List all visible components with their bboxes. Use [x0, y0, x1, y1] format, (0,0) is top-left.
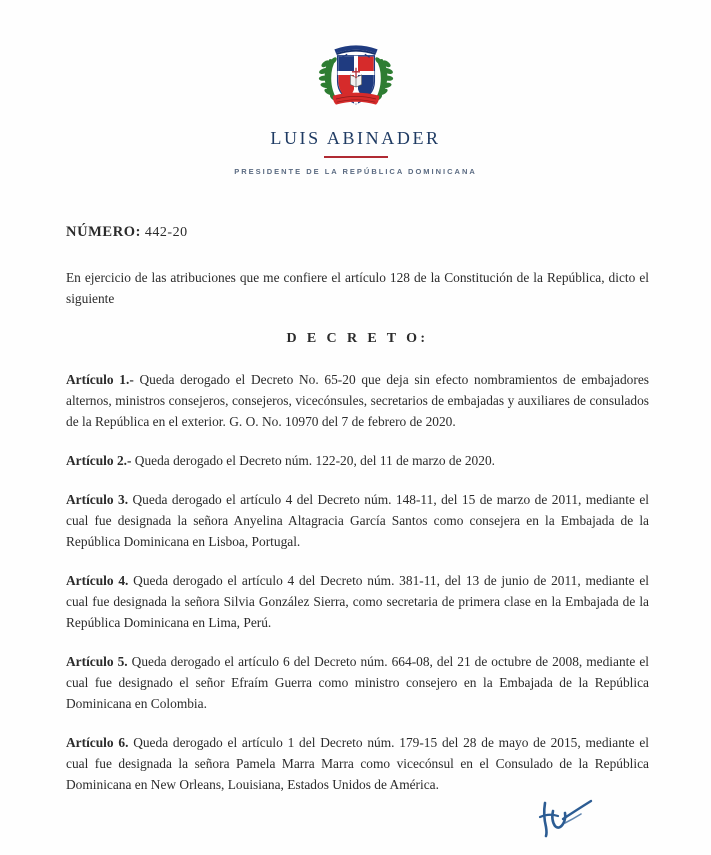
article-label: Artículo 2.- [66, 453, 132, 468]
decree-number-line [66, 224, 649, 241]
article-text: Queda derogado el artículo 1 del Decreto núm. 179-15 del 28 de mayo de 2015, mediante el cual fue designada la señora Pamela Marra Marra como vicecónsul en el Consulado de la República Dominicana en New Orleans, Louisiana, Estados Unidos de América. [66, 735, 649, 792]
dominican-republic-coat-of-arms-icon [312, 38, 400, 112]
article-paragraph [66, 489, 649, 552]
preamble-paragraph: En ejercicio de las atribuciones que me confiere el artículo 128 de la Constitución de la República, dicto el siguiente [66, 270, 649, 306]
article-paragraph [66, 450, 649, 471]
article-label: Artículo 3. [66, 492, 129, 507]
header-divider [324, 156, 388, 158]
article-label: Artículo 5. [66, 654, 128, 669]
decreto-heading: D E C R E T O: [286, 331, 429, 346]
article-paragraph [66, 651, 649, 714]
president-title: PRESIDENTE DE LA REPÚBLICA DOMINICANA [234, 167, 477, 176]
article-text: Queda derogado el artículo 4 del Decreto núm. 148-11, del 15 de marzo de 2011, mediante el cual fue designada la señora Anyelina Altagracia García Santos como consejera en la Embajada de la República Dominicana en Lisboa, Portugal. [66, 492, 649, 549]
article-text: Queda derogado el Decreto núm. 122-20, del 11 de marzo de 2020. [131, 453, 495, 468]
article-text: Queda derogado el artículo 4 del Decreto núm. 381-11, del 13 de junio de 2011, mediante el cual fue designada la señora Silvia González Sierra, como secretaria de primera clase en la Embajada de la República Dominicana en Lima, Perú. [66, 573, 649, 630]
article-label: Artículo 6. [66, 735, 129, 750]
article-paragraph [66, 732, 649, 795]
decree-number-label: NÚMERO: [66, 224, 142, 240]
handwritten-signature-icon [529, 789, 619, 841]
article-label: Artículo 4. [66, 573, 129, 588]
article-text: Queda derogado el Decreto No. 65-20 que deja sin efecto nombramientos de embajadores alternos, ministros consejeros, consejeros, vicecónsules, secretarios de embajadas y auxiliares de consulados de la República en el exterior. G. O. No. 10970 del 7 de febrero de 2020. [66, 372, 649, 429]
document-body [66, 176, 649, 795]
president-name: LUIS ABINADER [270, 128, 441, 148]
article-label: Artículo 1.- [66, 372, 134, 387]
article-text: Queda derogado el artículo 6 del Decreto núm. 664-08, del 21 de octubre de 2008, mediante el cual fue designado el señor Efraím Guerra como ministro consejero en la Embajada de la República Dominicana en Colombia. [66, 654, 649, 711]
decree-number-value: 442-20 [144, 225, 188, 240]
article-paragraph [66, 369, 649, 432]
letterhead [0, 0, 711, 176]
article-paragraph [66, 570, 649, 633]
